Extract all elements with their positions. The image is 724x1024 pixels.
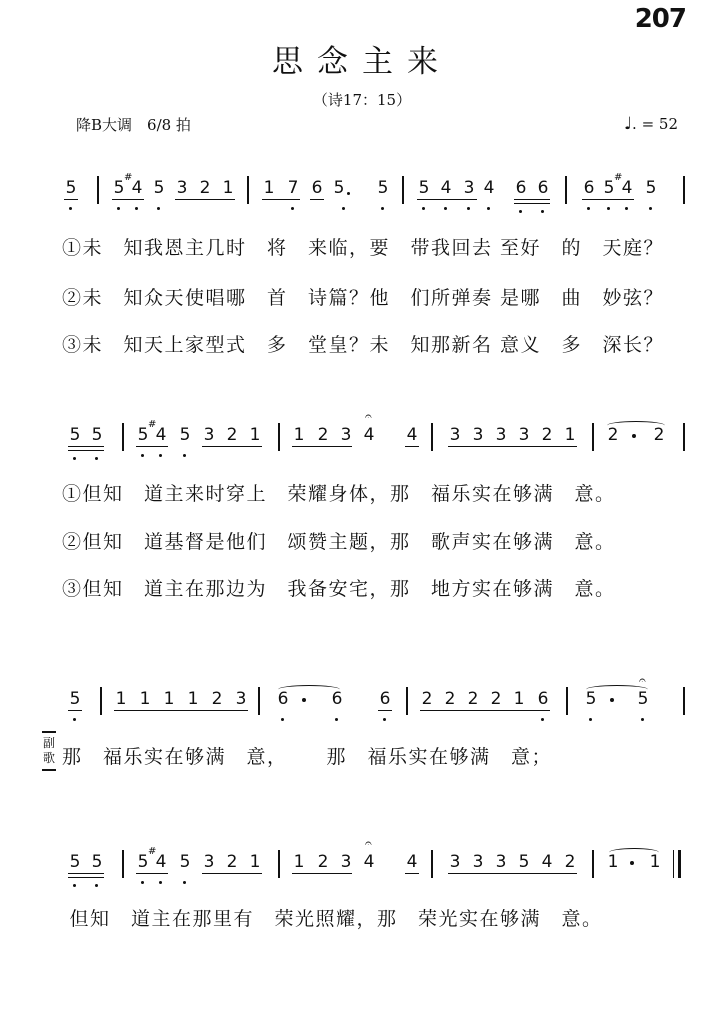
- octave-dot: [541, 718, 544, 721]
- page-number: 207: [634, 4, 686, 34]
- note-digit: 4: [155, 425, 167, 445]
- octave-dot: [95, 457, 98, 460]
- beam-underline: [202, 446, 262, 447]
- note-digit: 5: [69, 425, 81, 445]
- note-digit: 2: [226, 425, 238, 445]
- note-digit: 4: [406, 425, 418, 445]
- scripture-reference: （诗17：15）: [312, 91, 412, 109]
- beam-underline: [64, 199, 78, 200]
- note-digit: 3: [449, 852, 461, 872]
- note-digit: 1: [263, 178, 275, 198]
- note-digit: 3: [495, 425, 507, 445]
- note-digit: 7: [287, 178, 299, 198]
- note-digit: 5: [91, 852, 103, 872]
- lyric-verse-3: ③但知 道主在那边为 我备安宅，那 地方实在够满 意。: [62, 578, 616, 600]
- bar-line: [100, 687, 102, 715]
- bar-line: [683, 423, 685, 451]
- notation-line-4: [0, 836, 724, 886]
- octave-dot: [73, 457, 76, 460]
- bar-line: [278, 850, 280, 878]
- note-digit: 3: [203, 425, 215, 445]
- beam-underline: [136, 446, 168, 447]
- lyric-chorus-1: 那 福乐实在够满 意， 那 福乐实在够满 意；: [62, 746, 553, 768]
- bar-line: [565, 176, 567, 204]
- note-digit: 6: [379, 689, 391, 709]
- bar-line: [431, 850, 433, 878]
- bar-line: [122, 423, 124, 451]
- beam-underline: [378, 710, 392, 711]
- beam-underline: [292, 446, 352, 447]
- chorus-label: [42, 731, 56, 771]
- note-digit: 5: [418, 178, 430, 198]
- beam-underline: [448, 873, 577, 874]
- octave-dot: [157, 207, 160, 210]
- note-digit: 4: [131, 178, 143, 198]
- note-digit: 5: [179, 425, 191, 445]
- beam-underline: [420, 710, 550, 711]
- note-digit: 5: [518, 852, 530, 872]
- octave-dot: [342, 207, 345, 210]
- lyric-verse-2: ②但知 道基督是他们 颂赞主题，那 歌声实在够满 意。: [62, 531, 616, 553]
- note-digit: 1: [187, 689, 199, 709]
- note-digit: 2: [317, 425, 329, 445]
- note-digit: 1: [249, 425, 261, 445]
- note-digit: 6: [277, 689, 289, 709]
- note-digit: 2: [541, 425, 553, 445]
- note-digit: 1: [222, 178, 234, 198]
- beam-underline: [448, 446, 577, 447]
- octave-dot: [625, 207, 628, 210]
- fermata-icon: 𝄐: [365, 409, 372, 423]
- octave-dot: [487, 207, 490, 210]
- sharp-icon: #: [148, 846, 157, 857]
- note-digit: 3: [463, 178, 475, 198]
- note-digit: 6: [515, 178, 527, 198]
- note-digit: 5: [153, 178, 165, 198]
- note-digit: 5: [137, 852, 149, 872]
- bar-line: [592, 850, 594, 878]
- note-digit: 2: [226, 852, 238, 872]
- note-digit: 6: [311, 178, 323, 198]
- beam-underline: [514, 199, 550, 200]
- note-digit: 5: [585, 689, 597, 709]
- octave-dot: [183, 881, 186, 884]
- octave-dot: [541, 210, 544, 213]
- note-digit: 2: [444, 689, 456, 709]
- bar-line: [683, 176, 685, 204]
- fermata-icon: 𝄐: [639, 673, 646, 687]
- octave-dot: [95, 884, 98, 887]
- lyric-verse-3: ③未 知天上家型式 多 堂皇？未 知那新名 意义 多 深长？: [62, 334, 665, 356]
- notation-line-2: [0, 409, 724, 459]
- note-digit: 2: [421, 689, 433, 709]
- beam-underline: [68, 446, 104, 447]
- lyric-final: 但知 道主在那里有 荣光照耀，那 荣光实在够满 意。: [62, 908, 603, 930]
- note-digit: 3: [449, 425, 461, 445]
- octave-dot: [117, 207, 120, 210]
- bar-line: [258, 687, 260, 715]
- note-digit: 1: [163, 689, 175, 709]
- octave-dot: [141, 454, 144, 457]
- note-digit: 4: [363, 852, 375, 872]
- octave-dot: [69, 207, 72, 210]
- note-digit: 5: [179, 852, 191, 872]
- octave-dot: [141, 881, 144, 884]
- notation-line-1: [0, 172, 724, 212]
- quarter-note-icon: ♩: [624, 114, 633, 134]
- octave-dot: [589, 718, 592, 721]
- beam-underline: [262, 199, 300, 200]
- note-digit: 1: [115, 689, 127, 709]
- octave-dot: [135, 207, 138, 210]
- beam-underline: [292, 873, 352, 874]
- note-digit: 2: [653, 425, 665, 445]
- octave-dot: [641, 718, 644, 721]
- note-digit: 3: [203, 852, 215, 872]
- octave-dot: [281, 718, 284, 721]
- note-digit: 4: [440, 178, 452, 198]
- bar-line: [592, 423, 594, 451]
- note-digit: 6: [537, 689, 549, 709]
- tempo-marking: [624, 114, 678, 134]
- beam-underline: [68, 873, 104, 874]
- note-digit: 5: [69, 689, 81, 709]
- note-digit: 2: [199, 178, 211, 198]
- octave-dot: [383, 718, 386, 721]
- note-digit: 1: [249, 852, 261, 872]
- octave-dot: [607, 207, 610, 210]
- note-digit: 3: [235, 689, 247, 709]
- note-digit: 3: [495, 852, 507, 872]
- note-digit: 2: [564, 852, 576, 872]
- beam-underline: [202, 873, 262, 874]
- note-digit: 3: [340, 425, 352, 445]
- beam-underline: [582, 199, 634, 200]
- note-digit: 1: [513, 689, 525, 709]
- note-digit: 4: [155, 852, 167, 872]
- bar-line: [673, 850, 674, 878]
- bar-line: [97, 176, 99, 204]
- note-digit: 1: [564, 425, 576, 445]
- bar-line: [683, 687, 685, 715]
- beam-underline: [175, 199, 235, 200]
- note-digit: 3: [340, 852, 352, 872]
- bar-line: [431, 423, 433, 451]
- lyric-verse-1: ①未 知我恩主几时 将 来临，要 带我回去 至好 的 天庭？: [62, 237, 665, 259]
- beam-underline: [136, 873, 168, 874]
- note-digit: 5: [69, 852, 81, 872]
- beam-underline: [405, 446, 419, 447]
- note-digit: 1: [607, 852, 619, 872]
- note-digit: 5: [645, 178, 657, 198]
- octave-dot: [291, 207, 294, 210]
- note-digit: 1: [293, 425, 305, 445]
- hymn-title: 思念主来: [272, 44, 452, 80]
- note-digit: 5: [137, 425, 149, 445]
- note-digit: 5: [113, 178, 125, 198]
- bar-line: [402, 176, 404, 204]
- octave-dot: [73, 718, 76, 721]
- note-digit: 1: [293, 852, 305, 872]
- octave-dot: [422, 207, 425, 210]
- note-digit: 4: [621, 178, 633, 198]
- chorus-label-char: 歌: [42, 751, 55, 765]
- octave-dot: [347, 192, 350, 195]
- note-digit: 5: [333, 178, 345, 198]
- beam-underline: [514, 203, 550, 204]
- note-digit: 4: [541, 852, 553, 872]
- note-digit: 5: [91, 425, 103, 445]
- octave-dot: [444, 207, 447, 210]
- note-digit: 3: [472, 425, 484, 445]
- beam-underline: [310, 199, 324, 200]
- beam-underline: [405, 873, 419, 874]
- augmentation-dot: [632, 434, 636, 438]
- augmentation-dot: [302, 698, 306, 702]
- note-digit: 3: [518, 425, 530, 445]
- beam-underline: [68, 710, 82, 711]
- bar-line: [247, 176, 249, 204]
- note-digit: 2: [607, 425, 619, 445]
- lyric-verse-1: ①但知 道主来时穿上 荣耀身体，那 福乐实在够满 意。: [62, 483, 616, 505]
- note-digit: 4: [483, 178, 495, 198]
- octave-dot: [519, 210, 522, 213]
- octave-dot: [587, 207, 590, 210]
- note-digit: 6: [537, 178, 549, 198]
- augmentation-dot: [610, 698, 614, 702]
- bar-line: [678, 850, 681, 878]
- beam-underline: [112, 199, 144, 200]
- octave-dot: [381, 207, 384, 210]
- bar-line: [566, 687, 568, 715]
- notation-line-3: [0, 673, 724, 723]
- note-digit: 2: [211, 689, 223, 709]
- note-digit: 5: [637, 689, 649, 709]
- octave-dot: [159, 454, 162, 457]
- octave-dot: [159, 881, 162, 884]
- octave-dot: [183, 454, 186, 457]
- note-digit: 5: [65, 178, 77, 198]
- chorus-label-char: 副: [42, 736, 55, 750]
- note-digit: 1: [649, 852, 661, 872]
- key-and-meter: 降B大调 6/8 拍: [76, 116, 191, 134]
- octave-dot: [467, 207, 470, 210]
- note-digit: 4: [406, 852, 418, 872]
- note-digit: 2: [467, 689, 479, 709]
- note-digit: 1: [139, 689, 151, 709]
- note-digit: 2: [317, 852, 329, 872]
- octave-dot: [335, 718, 338, 721]
- octave-dot: [649, 207, 652, 210]
- beam-underline: [68, 877, 104, 878]
- octave-dot: [73, 884, 76, 887]
- lyric-verse-2: ②未 知众天使唱哪 首 诗篇？他 们所弹奏 是哪 曲 妙弦？: [62, 287, 665, 309]
- beam-underline: [417, 199, 477, 200]
- note-digit: 5: [603, 178, 615, 198]
- note-digit: 5: [377, 178, 389, 198]
- bar-line: [122, 850, 124, 878]
- note-digit: 2: [490, 689, 502, 709]
- sharp-icon: #: [124, 172, 133, 183]
- note-digit: 3: [176, 178, 188, 198]
- beam-underline: [114, 710, 248, 711]
- tempo-text: . = 52: [632, 115, 678, 133]
- bar-line: [406, 687, 408, 715]
- beam-underline: [68, 450, 104, 451]
- sharp-icon: #: [148, 419, 157, 430]
- sharp-icon: #: [614, 172, 623, 183]
- note-digit: 4: [363, 425, 375, 445]
- note-digit: 6: [331, 689, 343, 709]
- augmentation-dot: [630, 861, 634, 865]
- note-digit: 3: [472, 852, 484, 872]
- note-digit: 6: [583, 178, 595, 198]
- bar-line: [278, 423, 280, 451]
- fermata-icon: 𝄐: [365, 836, 372, 850]
